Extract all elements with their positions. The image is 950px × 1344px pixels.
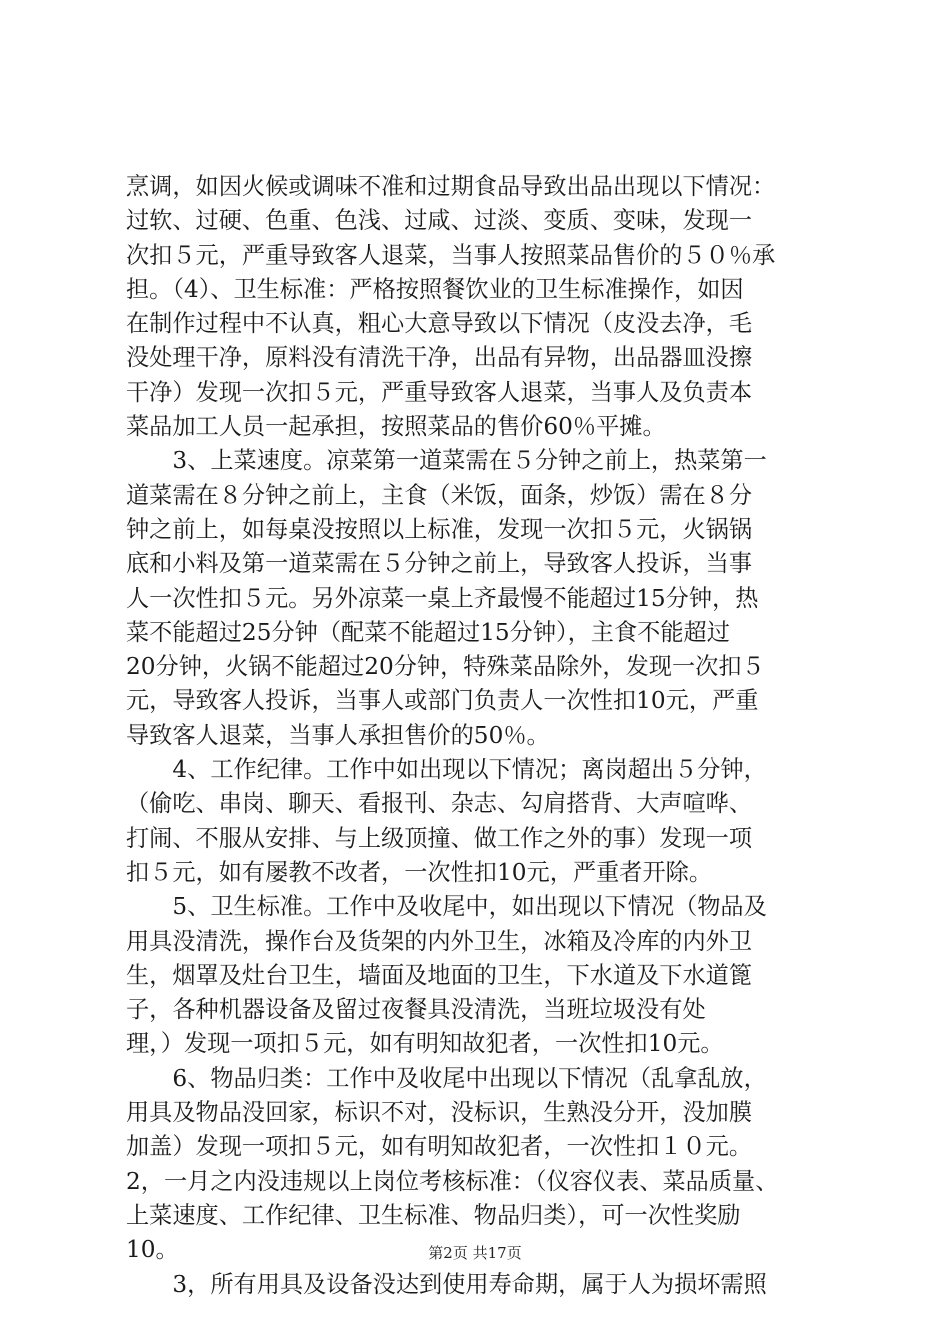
text-line: 3，所有用具及设备没达到使用寿命期，属于人为损坏需照 [126,1270,767,1298]
text-line: 5、卫生标准。工作中及收尾中，如出现以下情况（物品及 [126,893,767,921]
text-line: 菜不能超过25分钟（配菜不能超过15分钟），主食不能超过 [126,618,730,646]
text-line: 打闹、不服从安排、与上级顶撞、做工作之外的事）发现一项 [126,824,753,852]
text-line: 人一次性扣５元。另外凉菜一桌上齐最慢不能超过15分钟，热 [126,584,759,612]
text-line: 在制作过程中不认真，粗心大意导致以下情况（皮没去净，毛 [126,310,753,338]
text-line: 烹调，如因火候或调味不准和过期食品导致出品出现以下情况： [126,173,776,200]
text-line: 生，烟罩及灶台卫生，墙面及地面的卫生，下水道及下水道篦 [126,961,753,989]
page-number-footer: 第2页 共17页 [428,1244,522,1262]
text-line: 过软、过硬、色重、色浅、过咸、过淡、变质、变味，发现一 [126,207,753,235]
text-line: 用具没清洗，操作台及货架的内外卫生，冰箱及冷库的内外卫 [126,927,753,955]
text-line: 3、上菜速度。凉菜第一道菜需在５分钟之前上，热菜第一 [126,447,767,475]
document-body [126,170,836,1302]
text-line: （偷吃、串岗、聊天、看报刊、杂志、勾肩搭背、大声喧哗、 [126,790,753,818]
text-line: 扣５元，如有屡教不改者，一次性扣10元，严重者开除。 [126,858,713,886]
text-line: 6、物品归类：工作中及收尾中出现以下情况（乱拿乱放， [126,1064,767,1092]
text-line: 道菜需在８分钟之前上，主食（米饭，面条，炒饭）需在８分 [126,481,753,509]
text-line: 导致客人退菜，当事人承担售价的50％。 [126,721,550,749]
text-line: 子，各种机器设备及留过夜餐具没清洗，当班垃圾没有处 [126,996,706,1024]
text-line: 没处理干净，原料没有清洗干净，出品有异物，出品器皿没擦 [126,344,753,372]
text-line: 理，）发现一项扣５元，如有明知故犯者，一次性扣10元。 [126,1030,724,1058]
text-line: 4、工作纪律。工作中如出现以下情况；离岗超出５分钟， [126,756,767,784]
text-line: 元，导致客人投诉，当事人或部门负责人一次性扣10元，严重 [126,687,759,715]
text-line: 上菜速度、工作纪律、卫生标准、物品归类），可一次性奖励 [126,1201,741,1229]
text-line: 次扣５元，严重导致客人退菜，当事人按照菜品售价的５０％承 [126,241,776,269]
text-line: 底和小料及第一道菜需在５分钟之前上，导致客人投诉，当事 [126,550,753,578]
text-line: 20分钟，火锅不能超过20分钟，特殊菜品除外，发现一次扣５ [126,653,765,681]
text-line: 干净）发现一次扣５元，严重导致客人退菜，当事人及负责本 [126,378,753,406]
text-line: 加盖）发现一项扣５元，如有明知故犯者，一次性扣１０元。 [126,1133,753,1161]
text-line: 钟之前上，如每桌没按照以上标准，发现一次扣５元，火锅锅 [126,515,753,543]
text-line: 10。 [126,1236,179,1264]
text-line: 担。（4）、卫生标准：严格按照餐饮业的卫生标准操作，如因 [126,275,744,303]
text-line: 2，一月之内没违规以上岗位考核标准：（仪容仪表、菜品质量、 [126,1167,779,1195]
text-line: 菜品加工人员一起承担，按照菜品的售价60％平摊。 [126,413,666,441]
text-line: 用具及物品没回家，标识不对，没标识，生熟没分开，没加膜 [126,1099,753,1127]
